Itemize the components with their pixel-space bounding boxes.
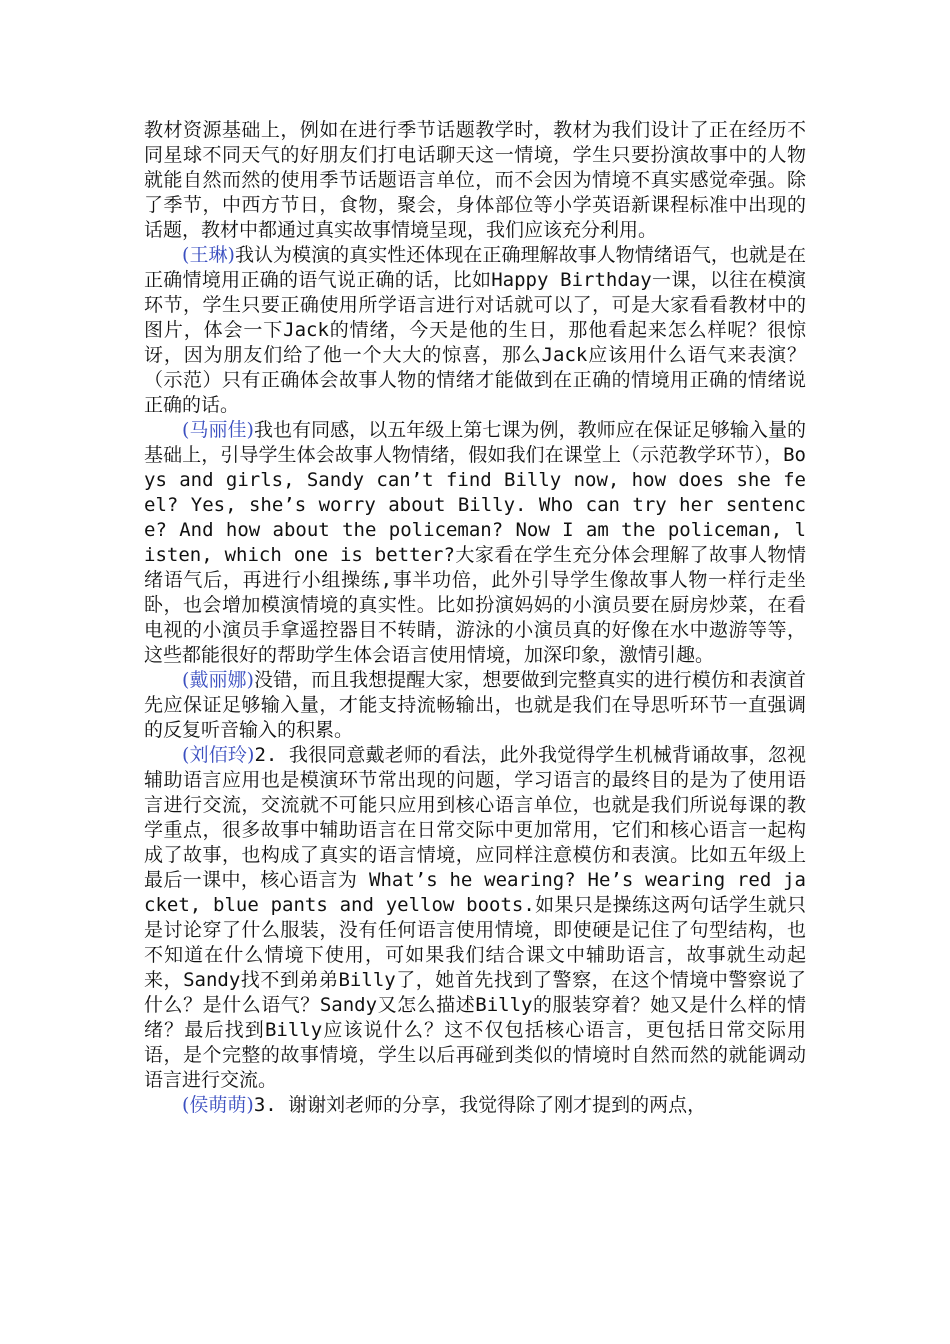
paragraph-text: 我认为模演的真实性还体现在正确理解故事人物情绪语气，也就是在正确情境用正确的语气说正确的话，比如Happy Birthday一课，以往在模演环节，学生只要正确使用所学语言进行对话就可以了，可是大家看看教材中的图片，体会一下Jack的情绪，今天是他的生日，那他看起来怎么样呢？很惊讶，因为朋友们给了他一个大大的惊喜，那么Jack应该用什么语气来表演？（示范）只有正确体会故事人物的情绪才能做到在正确的情境用正确的情绪说正确的话。 — [144, 244, 806, 416]
paragraph-2 — [144, 243, 806, 418]
speaker-name: (王琳) — [182, 244, 235, 266]
paragraph-text: 2. 我很同意戴老师的看法，此外我觉得学生机械背诵故事，忽视辅助语言应用也是模演环节常出现的问题，学习语言的最终目的是为了使用语言进行交流，交流就不可能只应用到核心语言单位，也就是我们所说每课的教学重点，很多故事中辅助语言在日常交际中更加常用，它们和核心语言一起构成了故事，也构成了真实的语言情境，应同样注意模仿和表演。比如五年级上最后一课中，核心语言为 What’s he wearing? He’s wearing red jacket, blue pants and yellow boots.如果只是操练这两句话学生就只是讨论穿了什么服装，没有任何语言使用情境，即使硬是记住了句型结构，也不知道在什么情境下使用，可如果我们结合课文中辅助语言，故事就生动起来，Sandy找不到弟弟Billy了，她首先找到了警察，在这个情境中警察说了什么？是什么语气？Sandy又怎么描述Billy的服装穿着？她又是什么样的情绪？最后找到Billy应该说什么？这不仅包括核心语言，更包括日常交际用语，是个完整的故事情境，学生以后再碰到类似的情境时自然而然的就能调动语言进行交流。 — [144, 744, 806, 1091]
speaker-name: (戴丽娜) — [182, 669, 254, 691]
paragraph-3 — [144, 418, 806, 668]
paragraph-1 — [144, 118, 806, 243]
speaker-name: (侯萌萌) — [182, 1094, 254, 1116]
document-page — [144, 118, 806, 1118]
paragraph-text: 我也有同感，以五年级上第七课为例，教师应在保证足够输入量的基础上，引导学生体会故事人物情绪，假如我们在课堂上（示范教学环节），Boys and girls, Sandy can’t find Billy now, how does she feel? Yes, she’s worry about Billy. Who can try her sentence? And how about the policeman? Now I am the policeman, listen, which one is better?大家看在学生充分体会理解了故事人物情绪语气后，再进行小组操练,事半功倍，此外引导学生像故事人物一样行走坐卧，也会增加模演情境的真实性。比如扮演妈妈的小演员要在厨房炒菜，在看电视的小演员手拿遥控器目不转睛，游泳的小演员真的好像在水中遨游等等，这些都能很好的帮助学生体会语言使用情境，加深印象，激情引趣。 — [144, 419, 806, 666]
paragraph-text: 3. 谢谢刘老师的分享，我觉得除了刚才提到的两点， — [253, 1094, 707, 1116]
paragraph-text: 没错，而且我想提醒大家，想要做到完整真实的进行模仿和表演首先应保证足够输入量，才能支持流畅输出，也就是我们在导思听环节一直强调的反复听音输入的积累。 — [144, 669, 806, 741]
paragraph-4 — [144, 668, 806, 743]
paragraph-5 — [144, 743, 806, 1093]
speaker-name: (刘佰玲) — [182, 744, 255, 766]
paragraph-text: 教材资源基础上，例如在进行季节话题教学时，教材为我们设计了正在经历不同星球不同天气的好朋友们打电话聊天这一情境，学生只要扮演故事中的人物就能自然而然的使用季节话题语言单位，而不会因为情境不真实感觉牵强。除了季节，中西方节日，食物，聚会，身体部位等小学英语新课程标准中出现的话题，教材中都通过真实故事情境呈现，我们应该充分利用。 — [144, 119, 806, 241]
speaker-name: (马丽佳) — [182, 419, 254, 441]
paragraph-6 — [144, 1093, 806, 1118]
